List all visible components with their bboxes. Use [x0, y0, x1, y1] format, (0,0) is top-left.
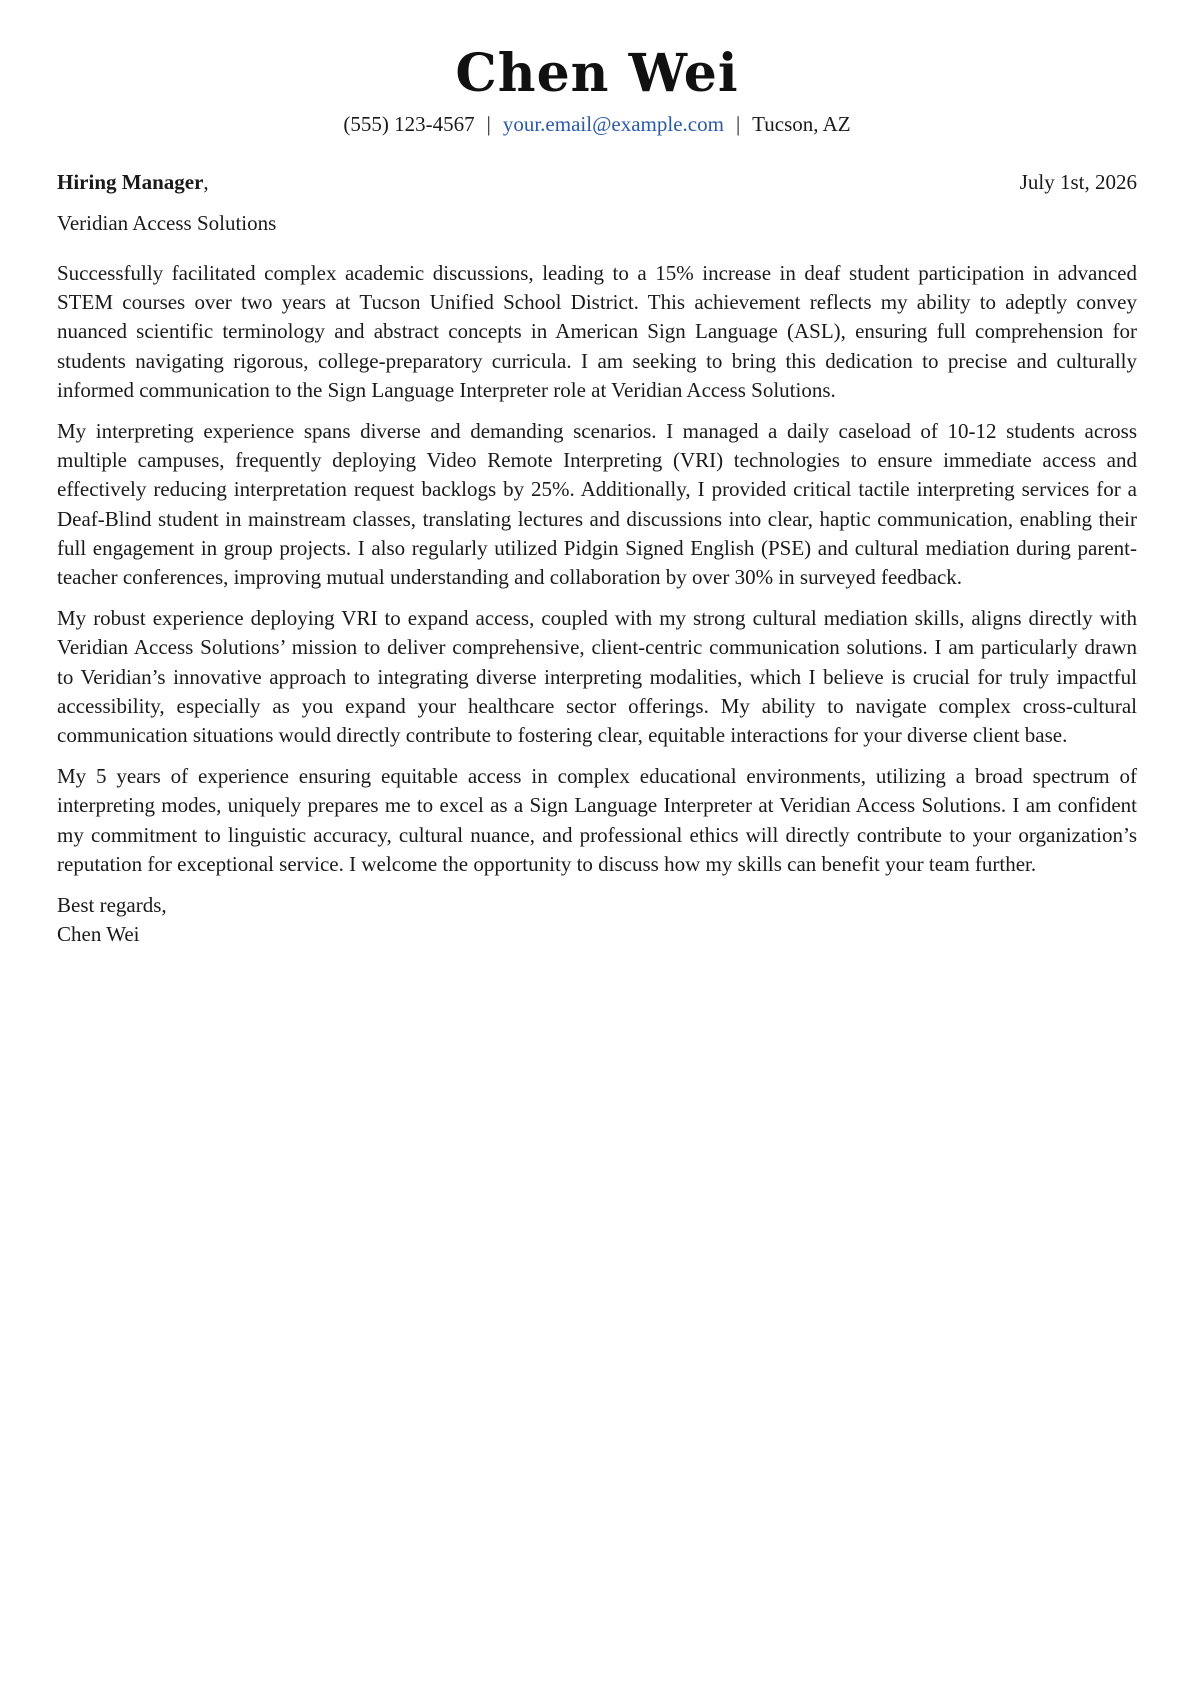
phone-number: (555) 123-4567 [343, 112, 475, 136]
contact-separator: | [486, 112, 491, 136]
cover-letter-page [57, 0, 1137, 949]
contact-line [57, 110, 1137, 138]
body-paragraph: Successfully facilitated complex academic discussions, leading to a 15% increase in deaf student participation in advanced STEM courses over two years at Tucson Unified School District. This achievement reflects my ability to adeptly convey nuanced scientific terminology and abstract concepts in American Sign Language (ASL), ensuring full comprehension for students navigating rigorous, college-preparatory curricula. I am seeking to bring this dedication to precise and culturally informed communication to the Sign Language Interpreter role at Veridian Access Solutions. [57, 261, 1137, 402]
body-paragraph: My robust experience deploying VRI to expand access, coupled with my strong cultural mediation skills, aligns directly with Veridian Access Solutions’ mission to deliver comprehensive, client-centric communication solutions. I am particularly drawn to Veridian’s innovative approach to integrating diverse interpreting modalities, which I believe is crucial for truly impactful accessibility, especially as you expand your healthcare sector offerings. My ability to navigate complex cross-cultural communication situations would directly contribute to fostering clear, equitable interactions for your diverse client base. [57, 606, 1137, 748]
body-paragraph: My 5 years of experience ensuring equitable access in complex educational environments, utilizing a broad spectrum of interpreting modes, uniquely prepares me to excel as a Sign Language Interpreter at Veridian Access Solutions. I am confident my commitment to linguistic accuracy, cultural nuance, and professional ethics will directly contribute to your organization’s reputation for exceptional service. I welcome the opportunity to discuss how my skills can benefit your team further. [57, 764, 1137, 876]
letter-header [57, 0, 1137, 138]
closing-phrase: Best regards, [57, 893, 167, 918]
letter-body [57, 259, 1137, 879]
body-paragraph: My interpreting experience spans diverse and demanding scenarios. I managed a daily caseload of 10-12 students across multiple campuses, frequently deploying Video Remote Interpreting (VRI) technologies to ensure immediate access and effectively reducing interpretation request backlogs by 25%. Additionally, I provided critical tactile interpreting services for a Deaf-Blind student in mainstream classes, translating lectures and discussions into clear, haptic communication, enabling their full engagement in group projects. I also regularly utilized Pidgin Signed English (PSE) and cultural mediation during parent-teacher conferences, improving mutual understanding and collaboration by over 30% in surveyed feedback. [57, 419, 1137, 590]
company-name: Veridian Access Solutions [57, 211, 277, 235]
location: Tucson, AZ [752, 112, 851, 136]
signature-name: Chen Wei [57, 922, 140, 947]
applicant-name: Chen Wei [455, 43, 739, 104]
letter-closing [57, 891, 1137, 949]
recipient-suffix: , [203, 170, 209, 194]
email-link[interactable]: your.email@example.com [502, 112, 724, 136]
recipient-date-row [57, 168, 1137, 196]
letter-date: July 1st, 2026 [1019, 170, 1137, 194]
salutation [57, 168, 209, 196]
contact-separator: | [735, 112, 741, 136]
recipient-name: Hiring Manager [57, 170, 204, 194]
